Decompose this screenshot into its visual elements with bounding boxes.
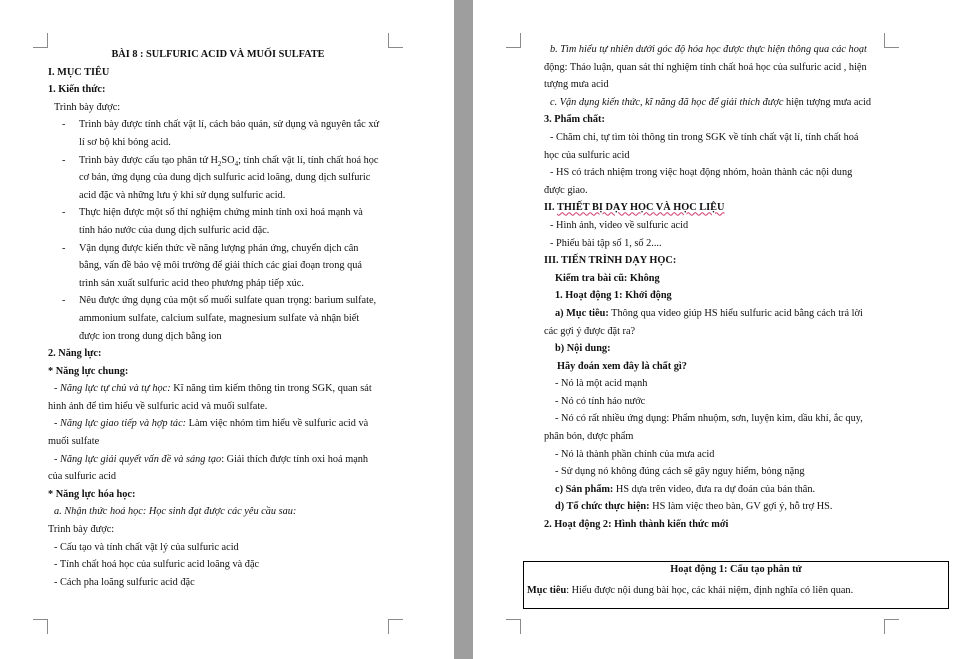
- hint-item: - Sử dụng nó không đúng cách sẽ gây nguy hiểm, bỏng nặng: [555, 466, 805, 478]
- present-label: Trình bày được:: [48, 524, 115, 536]
- equipment-item: - Hình ảnh, video về sulfuric acid: [550, 219, 689, 231]
- heading-competencies: 2. Năng lực:: [48, 348, 102, 360]
- bullet-continuation: được ion trong dung dịch bằng ion: [79, 330, 222, 342]
- list-item: - Cấu tạo và tính chất vật lý của sulfuric acid: [54, 541, 239, 553]
- quality-item: - HS có trách nhiệm trong việc hoạt động nhóm, hoàn thành các nội dung: [550, 167, 853, 179]
- objective-c: c. Vận dụng kiến thức, kĩ năng đã học để giải thích được hiện tượng mưa acid: [550, 96, 872, 108]
- competency-item: - Năng lực giải quyết vấn đề và sáng tạo: Giải thích được tính oxi hoá mạnh: [54, 453, 369, 465]
- heading-qualities: 3. Phẩm chất:: [544, 114, 605, 126]
- activity-objective-continuation: các gợi ý được đặt ra?: [544, 325, 636, 337]
- objective-b: b. Tìm hiểu tự nhiên dưới góc độ hóa học được thực hiện thông qua các hoạt: [550, 44, 867, 55]
- quality-continuation: được giao.: [544, 184, 588, 196]
- heading-chemistry-competency: * Năng lực hóa học:: [48, 488, 136, 500]
- hint-item: - Nó là thành phần chính của mưa acid: [555, 448, 715, 460]
- bullet-continuation: lí sơ bộ khi bỏng acid.: [79, 136, 171, 148]
- bullet-continuation: cơ bản, ứng dụng của dung dịch sulfuric acid loãng, dung dịch sulfuric: [79, 172, 371, 184]
- page-1-text: [48, 46, 388, 591]
- document-page-2: [473, 0, 954, 659]
- present-label: Trình bày được:: [54, 101, 121, 113]
- hint-item: - Nó là một acid mạnh: [555, 378, 648, 390]
- heading-general-competency: * Năng lực chung:: [48, 365, 129, 377]
- activity-box-title: Hoạt động 1: Cấu tạo phân tử: [670, 564, 802, 575]
- activity-product: c) Sản phẩm: HS dựa trên video, đưa ra dự đoán của bản thân.: [555, 483, 816, 495]
- crop-mark-bottom-left: [33, 619, 48, 634]
- heading-objectives: I. MỤC TIÊU: [48, 66, 110, 78]
- competency-continuation: của sulfuric acid: [48, 471, 117, 483]
- chemistry-awareness: a. Nhận thức hoá học: Học sinh đạt được các yêu cầu sau:: [54, 506, 297, 518]
- lesson-title: BÀI 8 : SULFURIC ACID VÀ MUỐI SULFATE: [111, 49, 325, 60]
- bullet-continuation: trình sản xuất sulfuric acid theo phương pháp tiếp xúc.: [79, 277, 304, 289]
- hint-continuation: phân bón, dược phẩm: [544, 431, 634, 443]
- bullet-continuation: bằng, vấn đề bảo vệ môi trường để giải thích các giai đoạn trong quá: [79, 260, 362, 272]
- activity-1-heading: 1. Hoạt động 1: Khởi động: [555, 290, 672, 302]
- activity-box: [523, 561, 949, 609]
- bullet-item: - Nêu được ứng dụng của một số muối sulfate quan trọng: barium sulfate,: [62, 295, 377, 307]
- activity-2-heading: 2. Hoạt động 2: Hình thành kiến thức mới: [544, 519, 729, 531]
- crop-mark-top-right: [388, 33, 403, 48]
- crop-mark-bottom-left: [506, 619, 521, 634]
- hint-item: - Nó có tính háo nước: [555, 395, 646, 407]
- heading-teaching-process: III. TIẾN TRÌNH DẠY HỌC:: [544, 255, 677, 267]
- heading-equipment: II. THIẾT BỊ DẠY HỌC VÀ HỌC LIỆU: [544, 202, 725, 214]
- heading-knowledge: 1. Kiến thức:: [48, 84, 106, 96]
- crop-mark-bottom-right: [884, 619, 899, 634]
- bullet-item: - Thực hiện được một số thí nghiệm chứng minh tính oxi hoá mạnh và: [62, 207, 363, 219]
- page-2-text: [544, 41, 884, 534]
- activity-objective: a) Mục tiêu: Thông qua video giúp HS hiểu sulfuric acid bằng cách trả lời: [555, 307, 863, 319]
- activity-organization: d) Tổ chức thực hiện: HS làm việc theo bàn, GV gợi ý, hỗ trợ HS.: [555, 501, 833, 513]
- crop-mark-top-left: [506, 33, 521, 48]
- bullet-continuation: ammonium sulfate, calcium sulfate, magnesium sulfate và nhận biết: [79, 312, 360, 324]
- prior-check: Kiểm tra bài cũ: Không: [555, 272, 660, 284]
- list-item: - Tính chất hoá học của sulfuric acid loãng và đặc: [54, 559, 260, 571]
- objective-b-continuation: tượng mưa acid: [544, 79, 609, 91]
- activity-box-objective: Mục tiêu: Hiểu được nội dung bài học, các khái niệm, định nghĩa có liên quan.: [527, 585, 854, 596]
- list-item: - Cách pha loãng sulfuric acid đặc: [54, 576, 195, 588]
- competency-continuation: muối sulfate: [48, 436, 100, 448]
- competency-continuation: hình ảnh để tìm hiểu về sulfuric acid và muối sulfate.: [48, 400, 268, 412]
- crop-mark-top-right: [884, 33, 899, 48]
- bullet-continuation: acid đặc và những lưu ý khi sử dụng sulfuric acid.: [79, 189, 286, 201]
- document-page-1: [0, 0, 454, 659]
- quality-item: - Chăm chỉ, tự tìm tòi thông tin trong SGK về tính chất vật lí, tính chất hoá: [550, 131, 859, 143]
- bullet-item: - Trình bày được tính chất vật lí, cách bảo quản, sử dụng và nguyên tắc xử: [62, 119, 380, 131]
- equipment-item: - Phiếu bài tập số 1, số 2....: [550, 237, 662, 249]
- quality-continuation: học của sulfuric acid: [544, 149, 630, 161]
- activity-content: b) Nội dung:: [555, 343, 611, 355]
- crop-mark-bottom-right: [388, 619, 403, 634]
- competency-item: - Năng lực tự chủ và tự học: Kĩ năng tìm kiếm thông tin trong SGK, quan sát: [54, 383, 372, 395]
- bullet-item: - Trình bày được cấu tạo phân tử $H_2SO_4$; tính chất vật lí, tính chất hoá học: [62, 154, 379, 168]
- objective-b-continuation: động: Thảo luận, quan sát thí nghiệm tính chất hoá học của sulfuric acid , hiện: [544, 61, 867, 73]
- guess-prompt: Hãy đoán xem đây là chất gì?: [557, 360, 687, 372]
- competency-item: - Năng lực giao tiếp và hợp tác: Làm việc nhóm tìm hiểu về sulfuric acid và: [54, 418, 369, 430]
- bullet-continuation: tính háo nước của dung dịch sulfuric acid đặc.: [79, 224, 270, 236]
- hint-item: - Nó có rất nhiều ứng dụng: Phẩm nhuộm, sơn, luyện kim, dầu khí, ắc quy,: [555, 413, 863, 425]
- crop-mark-top-left: [33, 33, 48, 48]
- bullet-item: - Vận dụng được kiến thức về năng lượng phản ứng, chuyển dịch cân: [62, 242, 359, 254]
